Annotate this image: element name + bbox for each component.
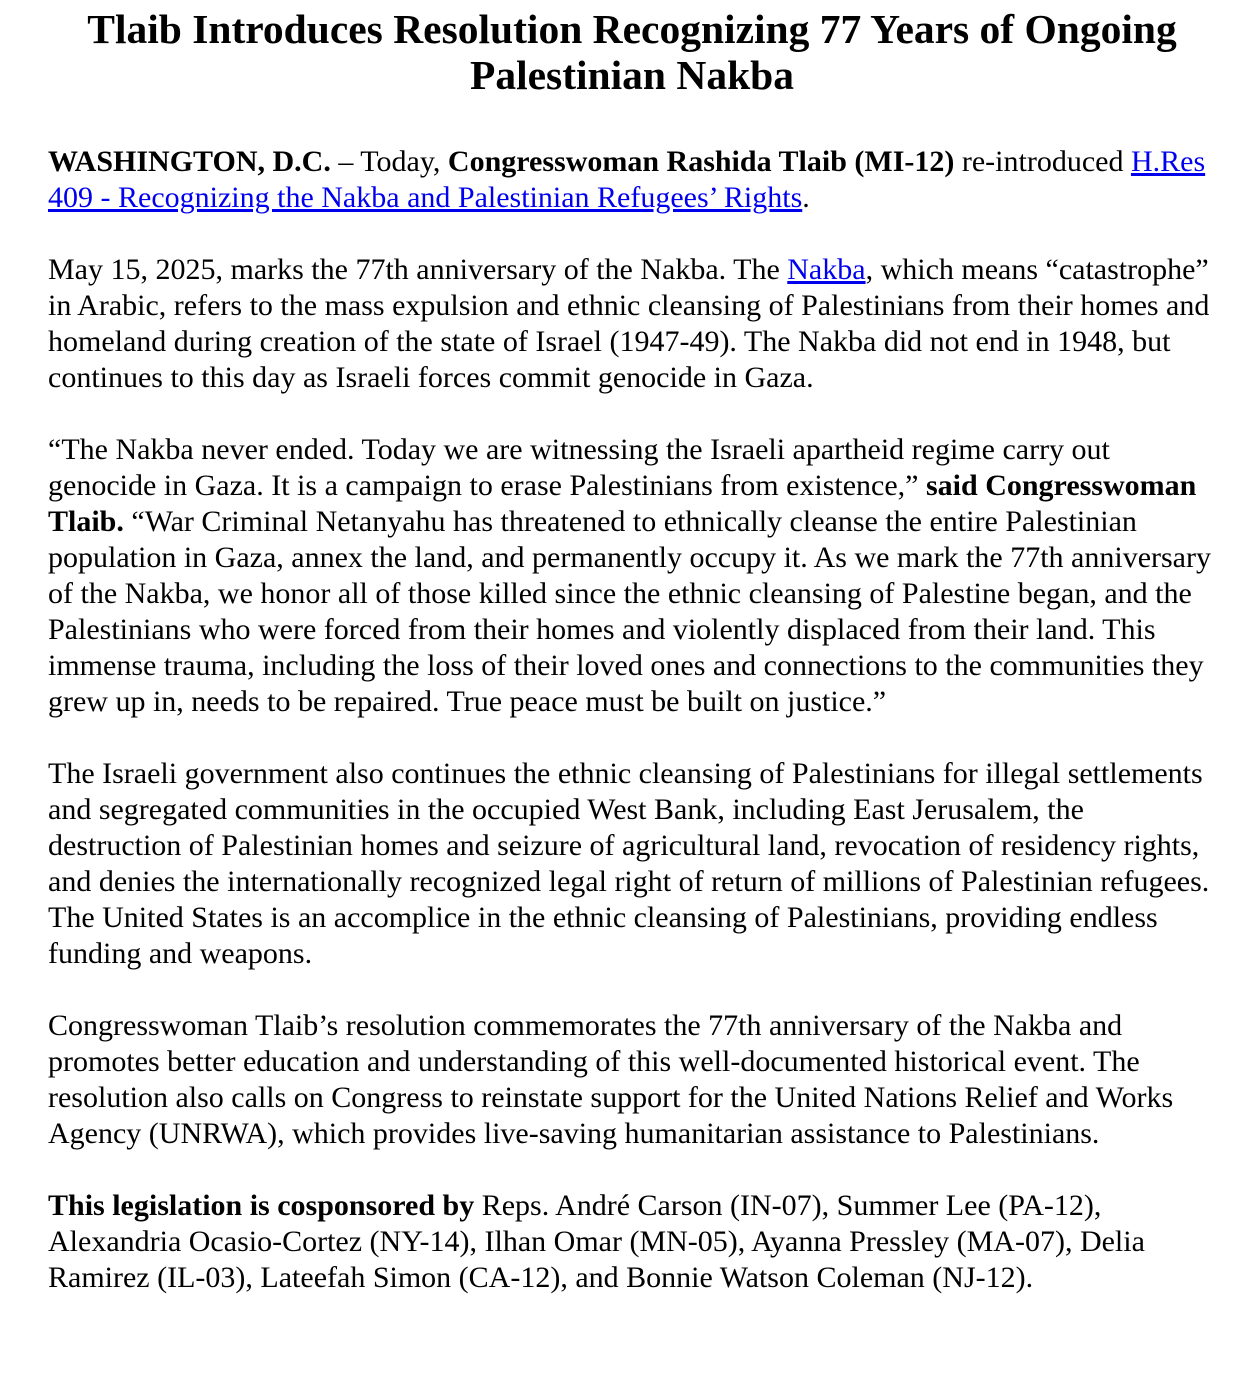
intro-paragraph	[48, 144, 1216, 216]
intro-text: – Today,	[330, 145, 448, 178]
resolution-paragraph: Congresswoman Tlaib’s resolution commemorates the 77th anniversary of the Nakba and promotes better education and understanding of this well-documented historical event. The resolution also calls on Congress to reinstate support for the United Nations Relief and Works Agency (UNRWA), which provides live-saving humanitarian assistance to Palestinians.	[48, 1009, 1174, 1150]
dateline: WASHINGTON, D.C.	[48, 145, 331, 178]
quote-text: “The Nakba never ended. Today we are witnessing the Israeli apartheid regime carry out genocide in Gaza. It is a campaign to erase Palestinians from existence,”	[48, 433, 1110, 502]
nakba-link[interactable]: Nakba	[787, 253, 866, 286]
nakba-paragraph	[48, 252, 1216, 396]
quote-attribution: said Congresswoman Tlaib.	[48, 469, 1197, 538]
cosponsors-paragraph	[48, 1188, 1216, 1296]
west-bank-paragraph: The Israeli government also continues the ethnic cleansing of Palestinians for illegal settlements and segregated communities in the occupied West Bank, including East Jerusalem, the destruction of Palestinian homes and seizure of agricultural land, revocation of residency rights, and denies the internationally recognized legal right of return of millions of Palestinian refugees. The United States is an accomplice in the ethnic cleansing of Palestinians, providing endless funding and weapons.	[48, 757, 1210, 970]
cosponsors-label: This legislation is cosponsored by	[48, 1189, 475, 1222]
paragraph-text: , which means “catastrophe” in Arabic, refers to the mass expulsion and ethnic cleansing of Palestinians from their homes and homeland during creation of the state of Israel (1947-49). The Nakba did not end in 1948, but continues to this day as Israeli forces commit genocide in Gaza.	[48, 253, 1210, 394]
resolution-link[interactable]: H.Res 409 - Recognizing the Nakba and Palestinian Refugees’ Rights	[48, 145, 1206, 214]
quote-paragraph	[48, 432, 1216, 720]
paragraph-text: May 15, 2025, marks the 77th anniversary of the Nakba. The	[48, 253, 788, 286]
page-title: Tlaib Introduces Resolution Recognizing 77 Years of Ongoing Palestinian Nakba	[87, 6, 1177, 98]
quote-text: “War Criminal Netanyahu has threatened to ethnically cleanse the entire Palestinian population in Gaza, annex the land, and permanently occupy it. As we mark the 77th anniversary of the Nakba, we honor all of those killed since the ethnic cleansing of Palestine began, and the Palestinians who were forced from their homes and violently displaced from their land. This immense trauma, including the loss of their loved ones and connections to the communities they grew up in, needs to be repaired. True peace must be built on justice.”	[48, 505, 1211, 718]
cosponsors-list: Reps. André Carson (IN-07), Summer Lee (PA-12), Alexandria Ocasio-Cortez (NY-14), Ilhan Omar (MN-05), Ayanna Pressley (MA-07), Delia Ramirez (IL-03), Lateefah Simon (CA-12), and Bonnie Watson Coleman (NJ-12).	[48, 1189, 1145, 1294]
intro-text: re-introduced	[954, 145, 1131, 178]
intro-text: .	[802, 181, 810, 214]
congresswoman-name: Congresswoman Rashida Tlaib (MI-12)	[447, 145, 955, 178]
